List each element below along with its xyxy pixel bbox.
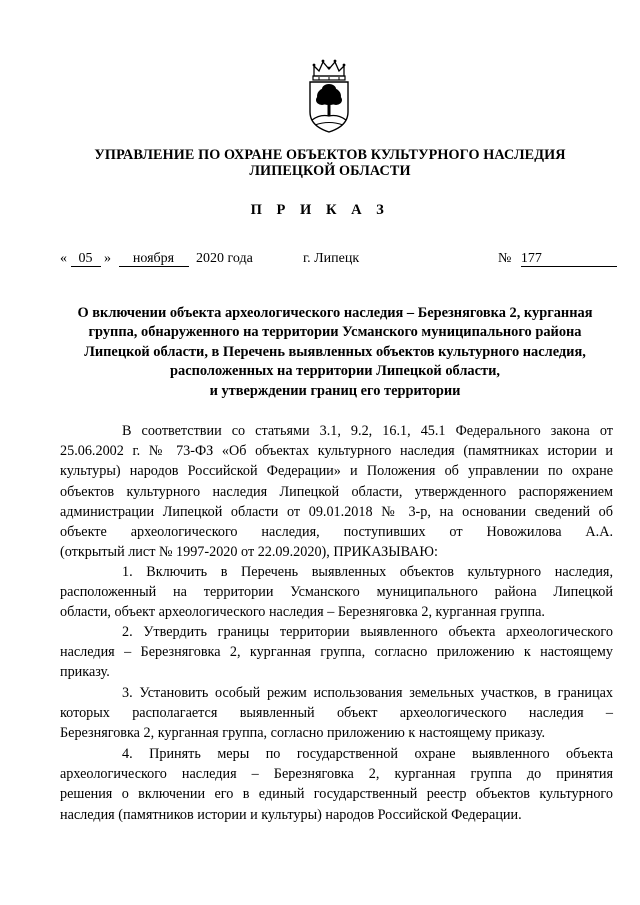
subject-line: Липецкой области, в Перечень выявленных объектов культурного наследия, xyxy=(84,343,586,360)
clause-4 xyxy=(60,744,613,825)
coat-of-arms-emblem xyxy=(306,58,352,134)
order-date xyxy=(60,250,253,267)
body-line: наследия (памятников истории и культуры) народов Российской Федерации. xyxy=(60,806,522,823)
order-number xyxy=(498,250,617,267)
body-line: 3. Установить особый режим использования земельных участков, в границах xyxy=(122,685,613,701)
document-type-heading: П Р И К А З xyxy=(250,202,390,218)
clause-3 xyxy=(60,683,613,744)
close-quote: » xyxy=(104,251,111,266)
body-line: 1. Включить в Перечень выявленных объектов культурного наследия, xyxy=(122,564,613,580)
clause-2 xyxy=(60,622,613,683)
subject-line: расположенных на территории Липецкой области, xyxy=(170,363,500,380)
body-line: 2. Утвердить границы территории выявленного объекта археологического xyxy=(122,624,613,640)
body-line: (открытый лист № 1997-2020 от 22.09.2020), ПРИКАЗЫВАЮ: xyxy=(60,544,438,561)
body-line: В соответствии со статьями 3.1, 9.2, 16.1, 45.1 Федерального закона от xyxy=(122,423,613,439)
order-city: г. Липецк xyxy=(303,251,360,266)
open-quote: « xyxy=(60,251,67,266)
clause-1 xyxy=(60,562,613,623)
body-line: которых располагается выявленный объект археологического наследия – xyxy=(60,705,613,722)
preamble-paragraph xyxy=(60,421,613,562)
body-line: культуры) народов Российской Федерации» и Положения об управлении по охране xyxy=(60,463,613,480)
subject-line: О включении объекта археологического наследия – Березняговка 2, курганная xyxy=(77,305,593,321)
body-line: расположенный на территории Усманского муниципального района Липецкой xyxy=(60,584,613,601)
body-line: 4. Принять меры по государственной охране выявленного объекта xyxy=(122,746,613,762)
body-line: администрации Липецкой области от 09.01.2018 № 3-р, на основании сведений об xyxy=(60,503,613,520)
body-line: области, объект археологического наследия – Березняговка 2, курганная группа. xyxy=(60,604,545,621)
body-line: объекте археологического наследия, поступивших от Новожилова А.А. xyxy=(60,523,613,540)
order-number-label: № xyxy=(498,251,512,266)
body-line: наследия – Березняговка 2, курганная группа, согласно приложению к настоящему xyxy=(60,644,613,661)
subject-line: группа, обнаруженного на территории Усманского муниципального района xyxy=(88,324,582,341)
body-line: Березняговка 2, курганная группа, согласно приложению к настоящему приказу. xyxy=(60,725,545,742)
body-line: решения о включении его в единый государственный реестр объектов культурного xyxy=(60,786,613,803)
order-subject xyxy=(55,304,615,401)
body-line: 25.06.2002 г. № 73-ФЗ «Об объектах культурного наследия (памятниках истории и xyxy=(60,443,613,460)
org-name-line-1: УПРАВЛЕНИЕ ПО ОХРАНЕ ОБЪЕКТОВ КУЛЬТУРНОГО НАСЛЕДИЯ xyxy=(94,147,566,163)
order-year: 2020 года xyxy=(196,251,253,266)
order-month: ноября xyxy=(119,251,189,267)
order-number-value: 177 xyxy=(521,251,617,267)
body-line: археологического наследия – Березняговка 2, курганная группа до принятия xyxy=(60,766,613,783)
body-line: объектов культурного наследия Липецкой области, утвержденного распоряжением xyxy=(60,483,613,500)
body-line: приказу. xyxy=(60,664,110,681)
order-day: 05 xyxy=(71,251,101,267)
subject-line: и утверждении границ его территории xyxy=(209,382,461,399)
org-name-line-2: ЛИПЕЦКОЙ ОБЛАСТИ xyxy=(249,163,411,179)
